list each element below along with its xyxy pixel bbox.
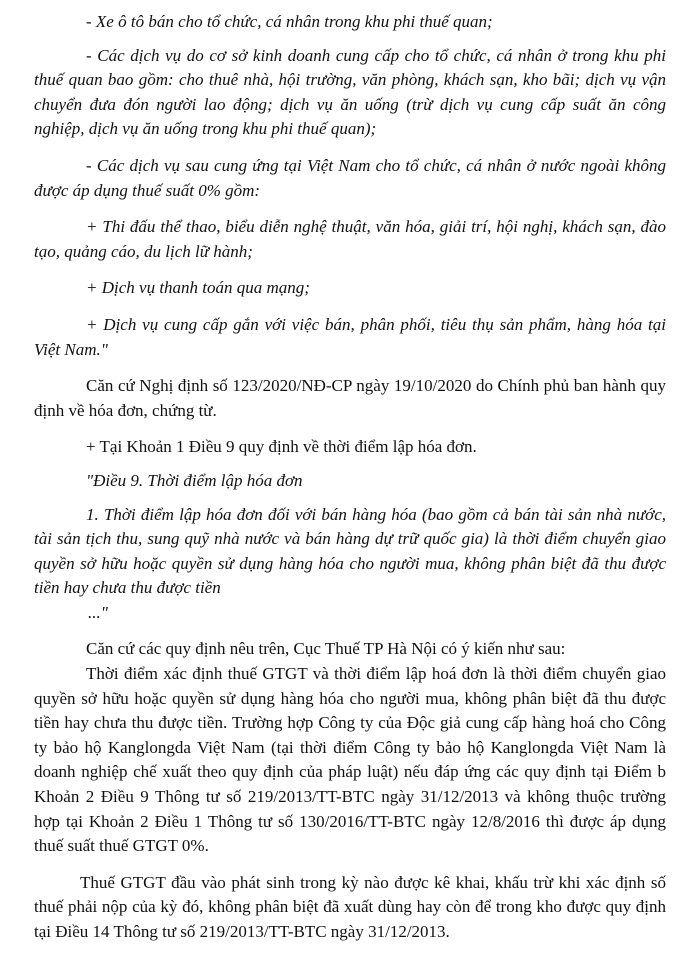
quote-subitem-payment: + Dịch vụ thanh toán qua mạng; — [86, 278, 310, 298]
opinion-para-1: Thời điểm xác định thuế GTGT và thời điểm lập hoá đơn là thời điểm chuyển giao quyền sở hữu hoặc quyền sử dụng hàng hóa cho người mua, không phân biệt đã thu được tiền hay chưa thu được tiền. Trường hợp Công ty của Độc giả cung cấp hàng hoá cho Công ty bảo hộ Kanglongda Việt Nam (tại thời điểm Công ty bảo hộ Kanglongda Việt Nam là doanh nghiệp chế xuất theo quy định của pháp luật) nếu đáp ứng các quy định tại Điểm b Khoản 2 Điều 9 Thông tư số 219/2013/TT-BTC ngày 31/12/2013 và không thuộc trường hợp tại Khoản 2 Điều 1 Thông tư số 130/2016/TT-BTC ngày 12/8/2016 thì được áp dụng thuế suất thuế GTGT 0%. — [34, 664, 666, 856]
opinion-intro: Căn cứ các quy định nêu trên, Cục Thuế TP Hà Nội có ý kiến như sau: — [86, 639, 566, 659]
quote-article-heading: "Điều 9. Thời điểm lập hóa đơn — [86, 470, 303, 490]
quote-item-services-nontariff: - Các dịch vụ do cơ sở kinh doanh cung cấp cho tổ chức, cá nhân ở trong khu phi thuế quan bao gồm: cho thuê nhà, hội trường, văn phòng, khách sạn, kho bãi; dịch vụ vận chuyển đưa đón người lao động; dịch vụ ăn uống (trừ dịch vụ cung cấp suất ăn công nghiệp, dịch vụ ăn uống trong khu phi thuế quan); — [34, 45, 666, 139]
quote-subitem-distribution: + Dịch vụ cung cấp gắn với việc bán, phân phối, tiêu thụ sản phẩm, hàng hóa tại Việt Nam." — [34, 314, 666, 359]
opinion-para-2: Thuế GTGT đầu vào phát sinh trong kỳ nào được kê khai, khấu trừ khi xác định số thuế phải nộp của kỳ đó, không phân biệt đã xuất dùng hay còn để trong kho được quy định tại Điều 14 Thông tư số 219/2013/TT-BTC ngày 31/12/2013. — [34, 872, 666, 941]
quote-item-services-foreign: - Các dịch vụ sau cung ứng tại Việt Nam cho tổ chức, cá nhân ở nước ngoài không được áp dụng thuế suất 0% gồm: — [34, 155, 666, 200]
quote-ellipsis: ..." — [88, 602, 108, 622]
basis-clause: + Tại Khoản 1 Điều 9 quy định về thời điểm lập hóa đơn. — [86, 437, 477, 457]
quote-subitem-sports: + Thi đấu thể thao, biểu diễn nghệ thuật, văn hóa, giải trí, hội nghị, khách sạn, đào tạo, quảng cáo, du lịch lữ hành; — [34, 217, 666, 261]
basis-decree: Căn cứ Nghị định số 123/2020/NĐ-CP ngày 19/10/2020 do Chính phủ ban hành quy định về hóa đơn, chứng từ. — [34, 376, 666, 420]
quote-article-para: 1. Thời điểm lập hóa đơn đối với bán hàng hóa (bao gồm cả bán tài sản nhà nước, tài sản tịch thu, sung quỹ nhà nước và bán hàng dự trữ quốc gia) là thời điểm chuyển giao quyền sở hữu hoặc quyền sử dụng hàng hóa cho người mua, không phân biệt đã thu được tiền hay chưa thu được tiền — [34, 504, 666, 598]
quote-item-cars: - Xe ô tô bán cho tổ chức, cá nhân trong khu phi thuế quan; — [86, 12, 493, 31]
